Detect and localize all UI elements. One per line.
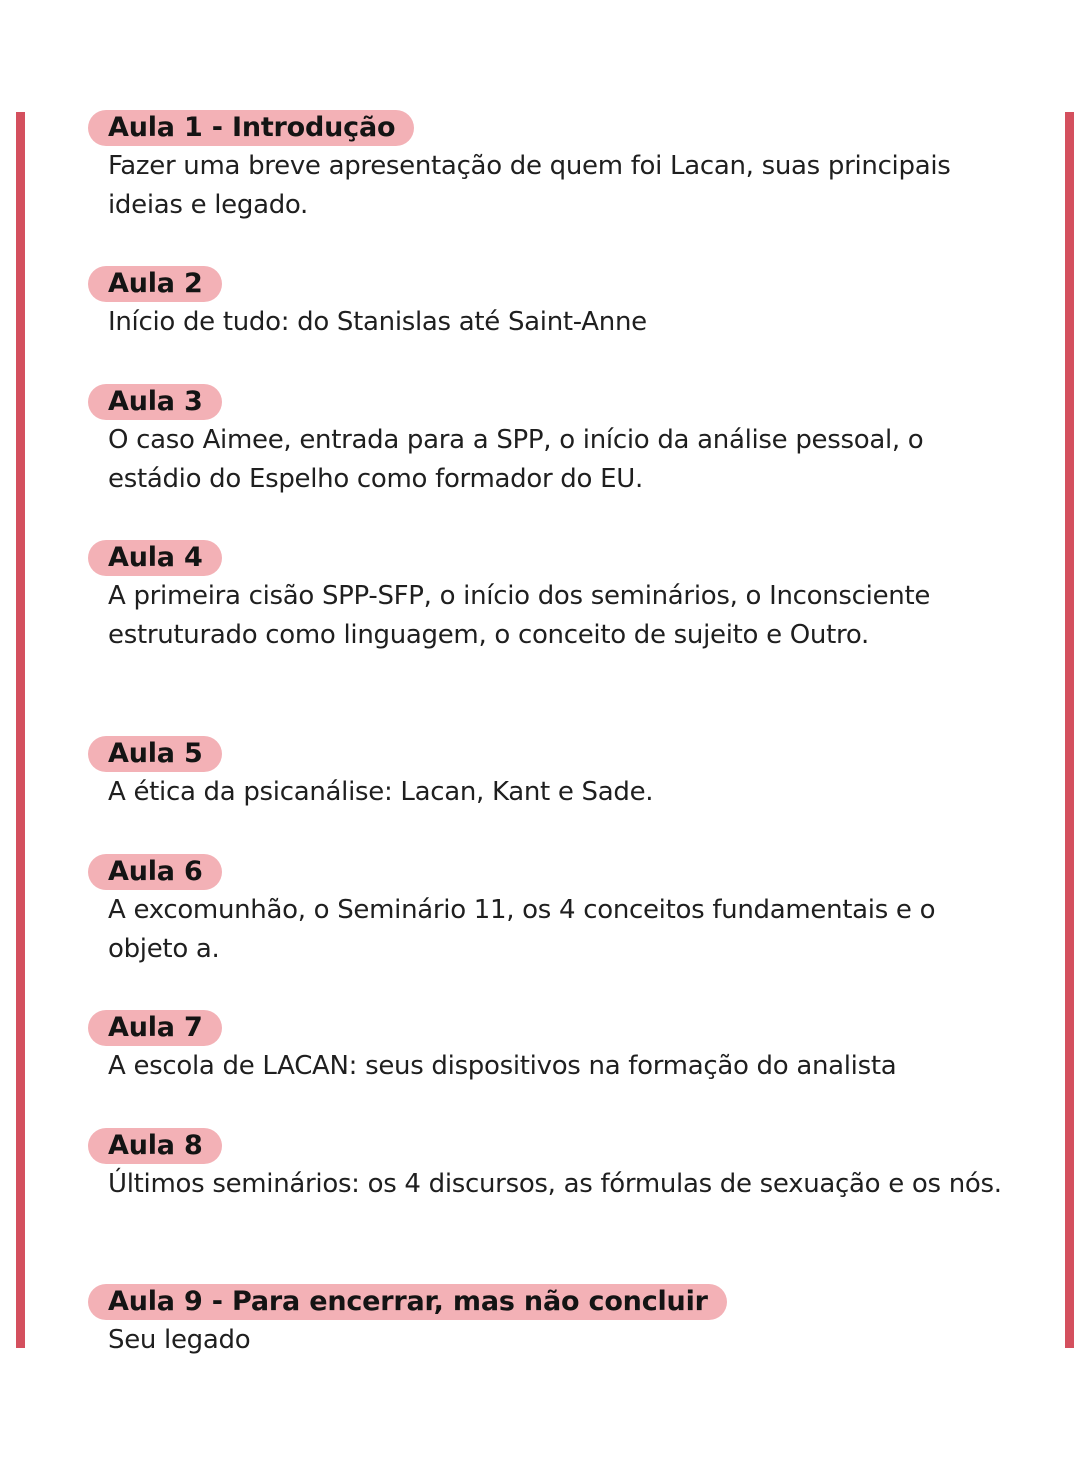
lesson-4 xyxy=(88,540,1018,655)
lesson-description: O caso Aimee, entrada para a SPP, o início da análise pessoal, o estádio do Espelho como formador do EU. xyxy=(108,425,924,494)
lesson-2 xyxy=(88,266,1018,342)
lesson-description: A excomunhão, o Seminário 11, os 4 conceitos fundamentais e o objeto a. xyxy=(108,895,936,964)
lesson-title-badge: Aula 2 xyxy=(88,266,222,302)
lesson-title-badge: Aula 8 xyxy=(88,1128,222,1164)
lesson-6 xyxy=(88,854,1018,969)
lesson-8 xyxy=(88,1128,1018,1204)
lesson-description: Últimos seminários: os 4 discursos, as fórmulas de sexuação e os nós. xyxy=(108,1169,1002,1199)
lesson-title-badge: Aula 9 - Para encerrar, mas não concluir xyxy=(88,1284,727,1320)
lesson-description: A escola de LACAN: seus dispositivos na formação do analista xyxy=(108,1051,897,1081)
right-accent-bar xyxy=(1065,112,1074,1348)
lesson-description: A primeira cisão SPP-SFP, o início dos seminários, o Inconsciente estruturado como linguagem, o conceito de sujeito e Outro. xyxy=(108,581,931,650)
lesson-title-badge: Aula 5 xyxy=(88,736,222,772)
lesson-description: A ética da psicanálise: Lacan, Kant e Sade. xyxy=(108,777,654,807)
left-accent-bar xyxy=(16,112,25,1348)
lesson-3 xyxy=(88,384,1018,499)
lesson-1 xyxy=(88,110,1018,225)
lesson-7 xyxy=(88,1010,1018,1086)
lesson-title-badge: Aula 6 xyxy=(88,854,222,890)
lesson-title-badge: Aula 3 xyxy=(88,384,222,420)
lesson-title-badge: Aula 4 xyxy=(88,540,222,576)
lesson-description: Fazer uma breve apresentação de quem foi Lacan, suas principais ideias e legado. xyxy=(108,151,951,220)
lesson-description: Seu legado xyxy=(108,1325,251,1355)
lesson-title-badge: Aula 1 - Introdução xyxy=(88,110,414,146)
lesson-9 xyxy=(88,1284,1018,1360)
lesson-description: Início de tudo: do Stanislas até Saint-Anne xyxy=(108,307,647,337)
lesson-title-badge: Aula 7 xyxy=(88,1010,222,1046)
lesson-5 xyxy=(88,736,1018,812)
